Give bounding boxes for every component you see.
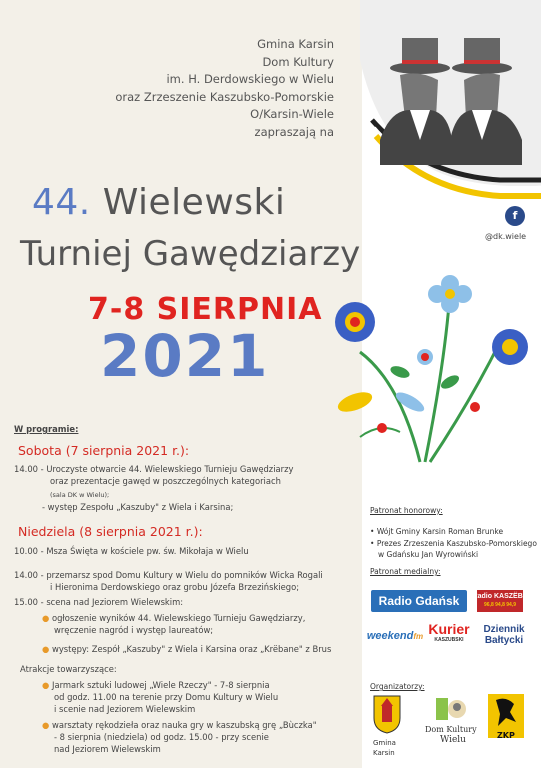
title-word: Wielewski (102, 182, 286, 223)
attraction-item: ● Jarmark sztuki ludowej „Wiele Rzeczy" - 7-8 sierpnia (42, 680, 270, 690)
program-item: 10.00 - Msza Święta w kościele pw. św. Mikołaja w Wielu (14, 546, 249, 556)
dom-kultury-label-2: Wielu (440, 735, 466, 745)
weekend-fm: fm (413, 631, 424, 641)
day2-heading: Niedziela (8 sierpnia 2021 r.): (18, 524, 203, 539)
dziennik-line1: Dziennik (483, 624, 525, 635)
intro-line: Gmina Karsin (257, 37, 334, 51)
flower-small-icon (417, 349, 433, 365)
program-heading: W programie: (14, 424, 79, 434)
dom-kultury-logo-icon (432, 694, 468, 724)
folk-flowers-illustration (300, 262, 541, 472)
weekend-fm-logo (366, 624, 424, 648)
program-item: i Hieronima Derdowskiego oraz grobu Józefa Brzezińskiego; (50, 582, 300, 592)
flower-light-blue-icon (428, 275, 472, 313)
honorary-heading: Patronat honorowy: (370, 506, 443, 515)
gmina-karsin-crest-icon (372, 694, 402, 734)
program-item: - występ Zespołu „Kaszuby" z Wiela i Karsina; (42, 502, 234, 512)
honorary-text: Wójt Gminy Karsin Roman Brunke (376, 527, 504, 536)
attraction-text: warsztaty rękodzieła oraz nauka gry w kaszubską grę „Bùczka" (51, 720, 317, 730)
edition-number: 44. (32, 182, 91, 223)
media-heading: Patronat medialny: (370, 567, 441, 576)
radio-kaszebe-logo (472, 590, 528, 612)
main-title-line1 (32, 182, 285, 223)
intro-line: Dom Kultury (262, 54, 334, 69)
program-item: oraz prezentacje gawęd w poszczególnych kategoriach (50, 476, 281, 486)
gmina-label-2: Karsin (373, 749, 395, 757)
attraction-item: - 8 sierpnia (niedziela) od godz. 15.00 - przy scenie (54, 732, 269, 742)
program-item: ● ogłoszenie wyników 44. Wielewskiego Turnieju Gawędziarzy, (42, 613, 306, 623)
program-item: wręczenie nagród i występ laureatów; (54, 625, 214, 635)
event-dates: 7-8 SIERPNIA (88, 292, 323, 327)
organizers-heading: Organizatorzy: (370, 682, 425, 691)
program-item: 14.00 - Uroczyste otwarcie 44. Wielewskiego Turnieju Gawędziarzy (14, 464, 294, 474)
kurier-sub: KASZUBSKI (434, 637, 464, 643)
zkp-label: ZKP (497, 731, 515, 740)
dom-kultury-label-1: Dom Kultury (425, 725, 477, 734)
event-year: 2021 (100, 322, 270, 390)
program-item: (sala DK w Wielu); (50, 491, 110, 499)
weekend-name: weekend (366, 630, 414, 642)
facebook-icon[interactable]: f (505, 206, 525, 226)
honorary-item: • Prezes Zrzeszenia Kaszubsko-Pomorskiego (370, 539, 537, 548)
flower-blue-right-icon (492, 329, 528, 365)
intro-line: zapraszają na (254, 124, 334, 139)
facebook-handle[interactable]: @dk.wiele (485, 232, 527, 241)
intro-line: im. H. Derdowskiego w Wielu (166, 72, 334, 86)
radio-kaszebe-name: Radio KASZËBË (472, 593, 528, 600)
day1-heading: Sobota (7 sierpnia 2021 r.): (18, 443, 190, 458)
honorary-item: • Wójt Gminy Karsin Roman Brunke (370, 527, 504, 536)
kurier-name: Kurier (428, 621, 470, 637)
attraction-item: nad Jeziorem Wielewskim (54, 744, 161, 754)
intro-text (34, 36, 334, 141)
gmina-label-1: Gmina (373, 739, 396, 747)
attraction-text: Jarmark sztuki ludowej „Wiele Rzeczy" - 7-8 sierpnia (51, 680, 270, 690)
honorary-item: w Gdańsku Jan Wyrowiński (378, 550, 479, 559)
program-item: 14.00 - przemarsz spod Domu Kultury w Wielu do pomników Wicka Rogali (14, 570, 323, 580)
intro-line: O/Karsin-Wiele (250, 107, 334, 121)
radio-gdansk-logo: Radio Gdańsk (371, 590, 467, 612)
radio-kaszebe-freq: 96,8 94,8 94,9 (484, 602, 516, 608)
dziennik-baltycki-logo (478, 622, 530, 648)
program-item-text: ogłoszenie wyników 44. Wielewskiego Turnieju Gawędziarzy, (51, 613, 306, 623)
program-item: 15.00 - scena nad Jeziorem Wielewskim: (14, 597, 184, 607)
attraction-item: od godz. 11.00 na terenie przy Domu Kultury w Wielu (54, 692, 279, 702)
kurier-kaszubski-logo (424, 622, 474, 648)
attraction-item: i scenie nad Jeziorem Wielewskim (54, 704, 196, 714)
program-item-text: występy: Zespół „Kaszuby" z Wiela i Karsina oraz „Krëbane" z Brus (51, 644, 332, 654)
intro-line: oraz Zrzeszenie Kaszubsko-Pomorskie (115, 89, 334, 104)
flower-blue-left-icon (335, 302, 375, 342)
dziennik-line2: Bałtycki (484, 635, 524, 646)
header-illustration (350, 0, 541, 205)
main-title-line2: Turniej Gawędziarzy (20, 234, 361, 274)
attraction-item: ● warsztaty rękodzieła oraz nauka gry w kaszubską grę „Bùczka" (42, 720, 317, 730)
program-item: ● występy: Zespół „Kaszuby" z Wiela i Karsina oraz „Krëbane" z Brus (42, 644, 332, 654)
honorary-text: Prezes Zrzeszenia Kaszubsko-Pomorskiego (376, 539, 537, 548)
attractions-heading: Atrakcje towarzyszące: (20, 664, 117, 674)
